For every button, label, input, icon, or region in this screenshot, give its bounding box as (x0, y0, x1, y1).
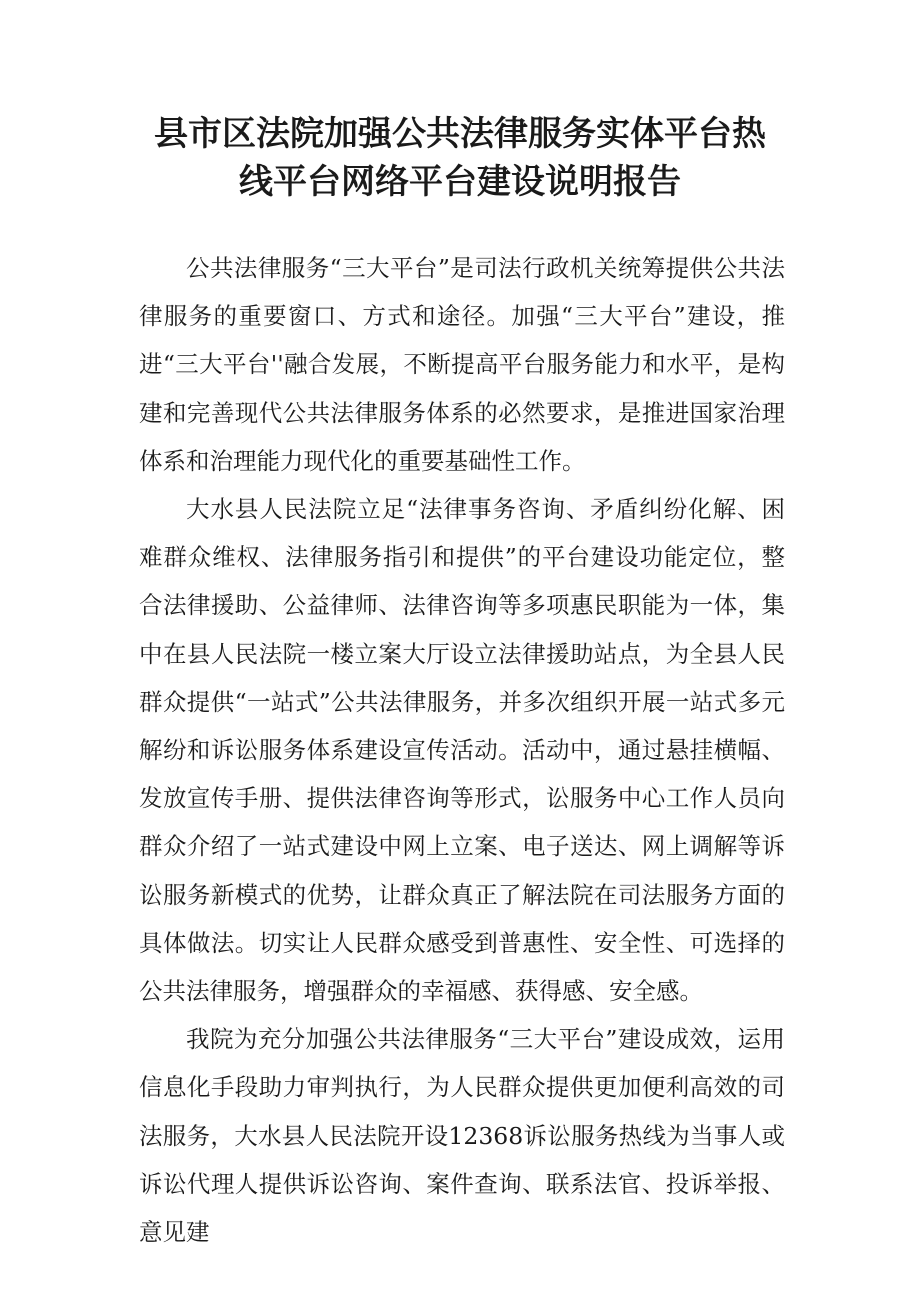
document-title (100, 110, 820, 206)
title-line-1: 县市区法院加强公共法律服务实体平台热 (154, 114, 766, 154)
paragraph-1: 公共法律服务“三大平台”是司法行政机关统筹提供公共法律服务的重要窗口、方式和途径。加强“三大平台”建设，推进“三大平台''融合发展，不断提高平台服务能力和水平，是构建和完善现代公共法律服务体系的必然要求，是推进国家治理体系和治理能力现代化的重要基础性工作。 (139, 254, 785, 475)
title-line-2: 线平台网络平台建设说明报告 (239, 162, 681, 202)
paragraph-3: 我院为充分加强公共法律服务“三大平台”建设成效，运用信息化手段助力审判执行，为人民群众提供更加便利高效的司法服务，大水县人民法院开设12368诉讼服务热线为当事人或诉讼代理人提供诉讼咨询、案件查询、联系法官、投诉举报、意见建 (139, 1025, 785, 1247)
document-body (139, 244, 785, 1256)
paragraph-2: 大水县人民法院立足“法律事务咨询、矛盾纠纷化解、困难群众维权、法律服务指引和提供”的平台建设功能定位，整合法律援助、公益律师、法律咨询等多项惠民职能为一体，集中在县人民法院一楼立案大厅设立法律援助站点，为全县人民群众提供“一站式”公共法律服务，并多次组织开展一站式多元解纷和诉讼服务体系建设宣传活动。活动中，通过悬挂横幅、发放宣传手册、提供法律咨询等形式，讼服务中心工作人员向群众介绍了一站式建设中网上立案、电子送达、网上调解等诉讼服务新模式的优势，让群众真正了解法院在司法服务方面的具体做法。切实让人民群众感受到普惠性、安全性、可选择的公共法律服务，增强群众的幸福感、获得感、安全感。 (139, 495, 785, 1006)
